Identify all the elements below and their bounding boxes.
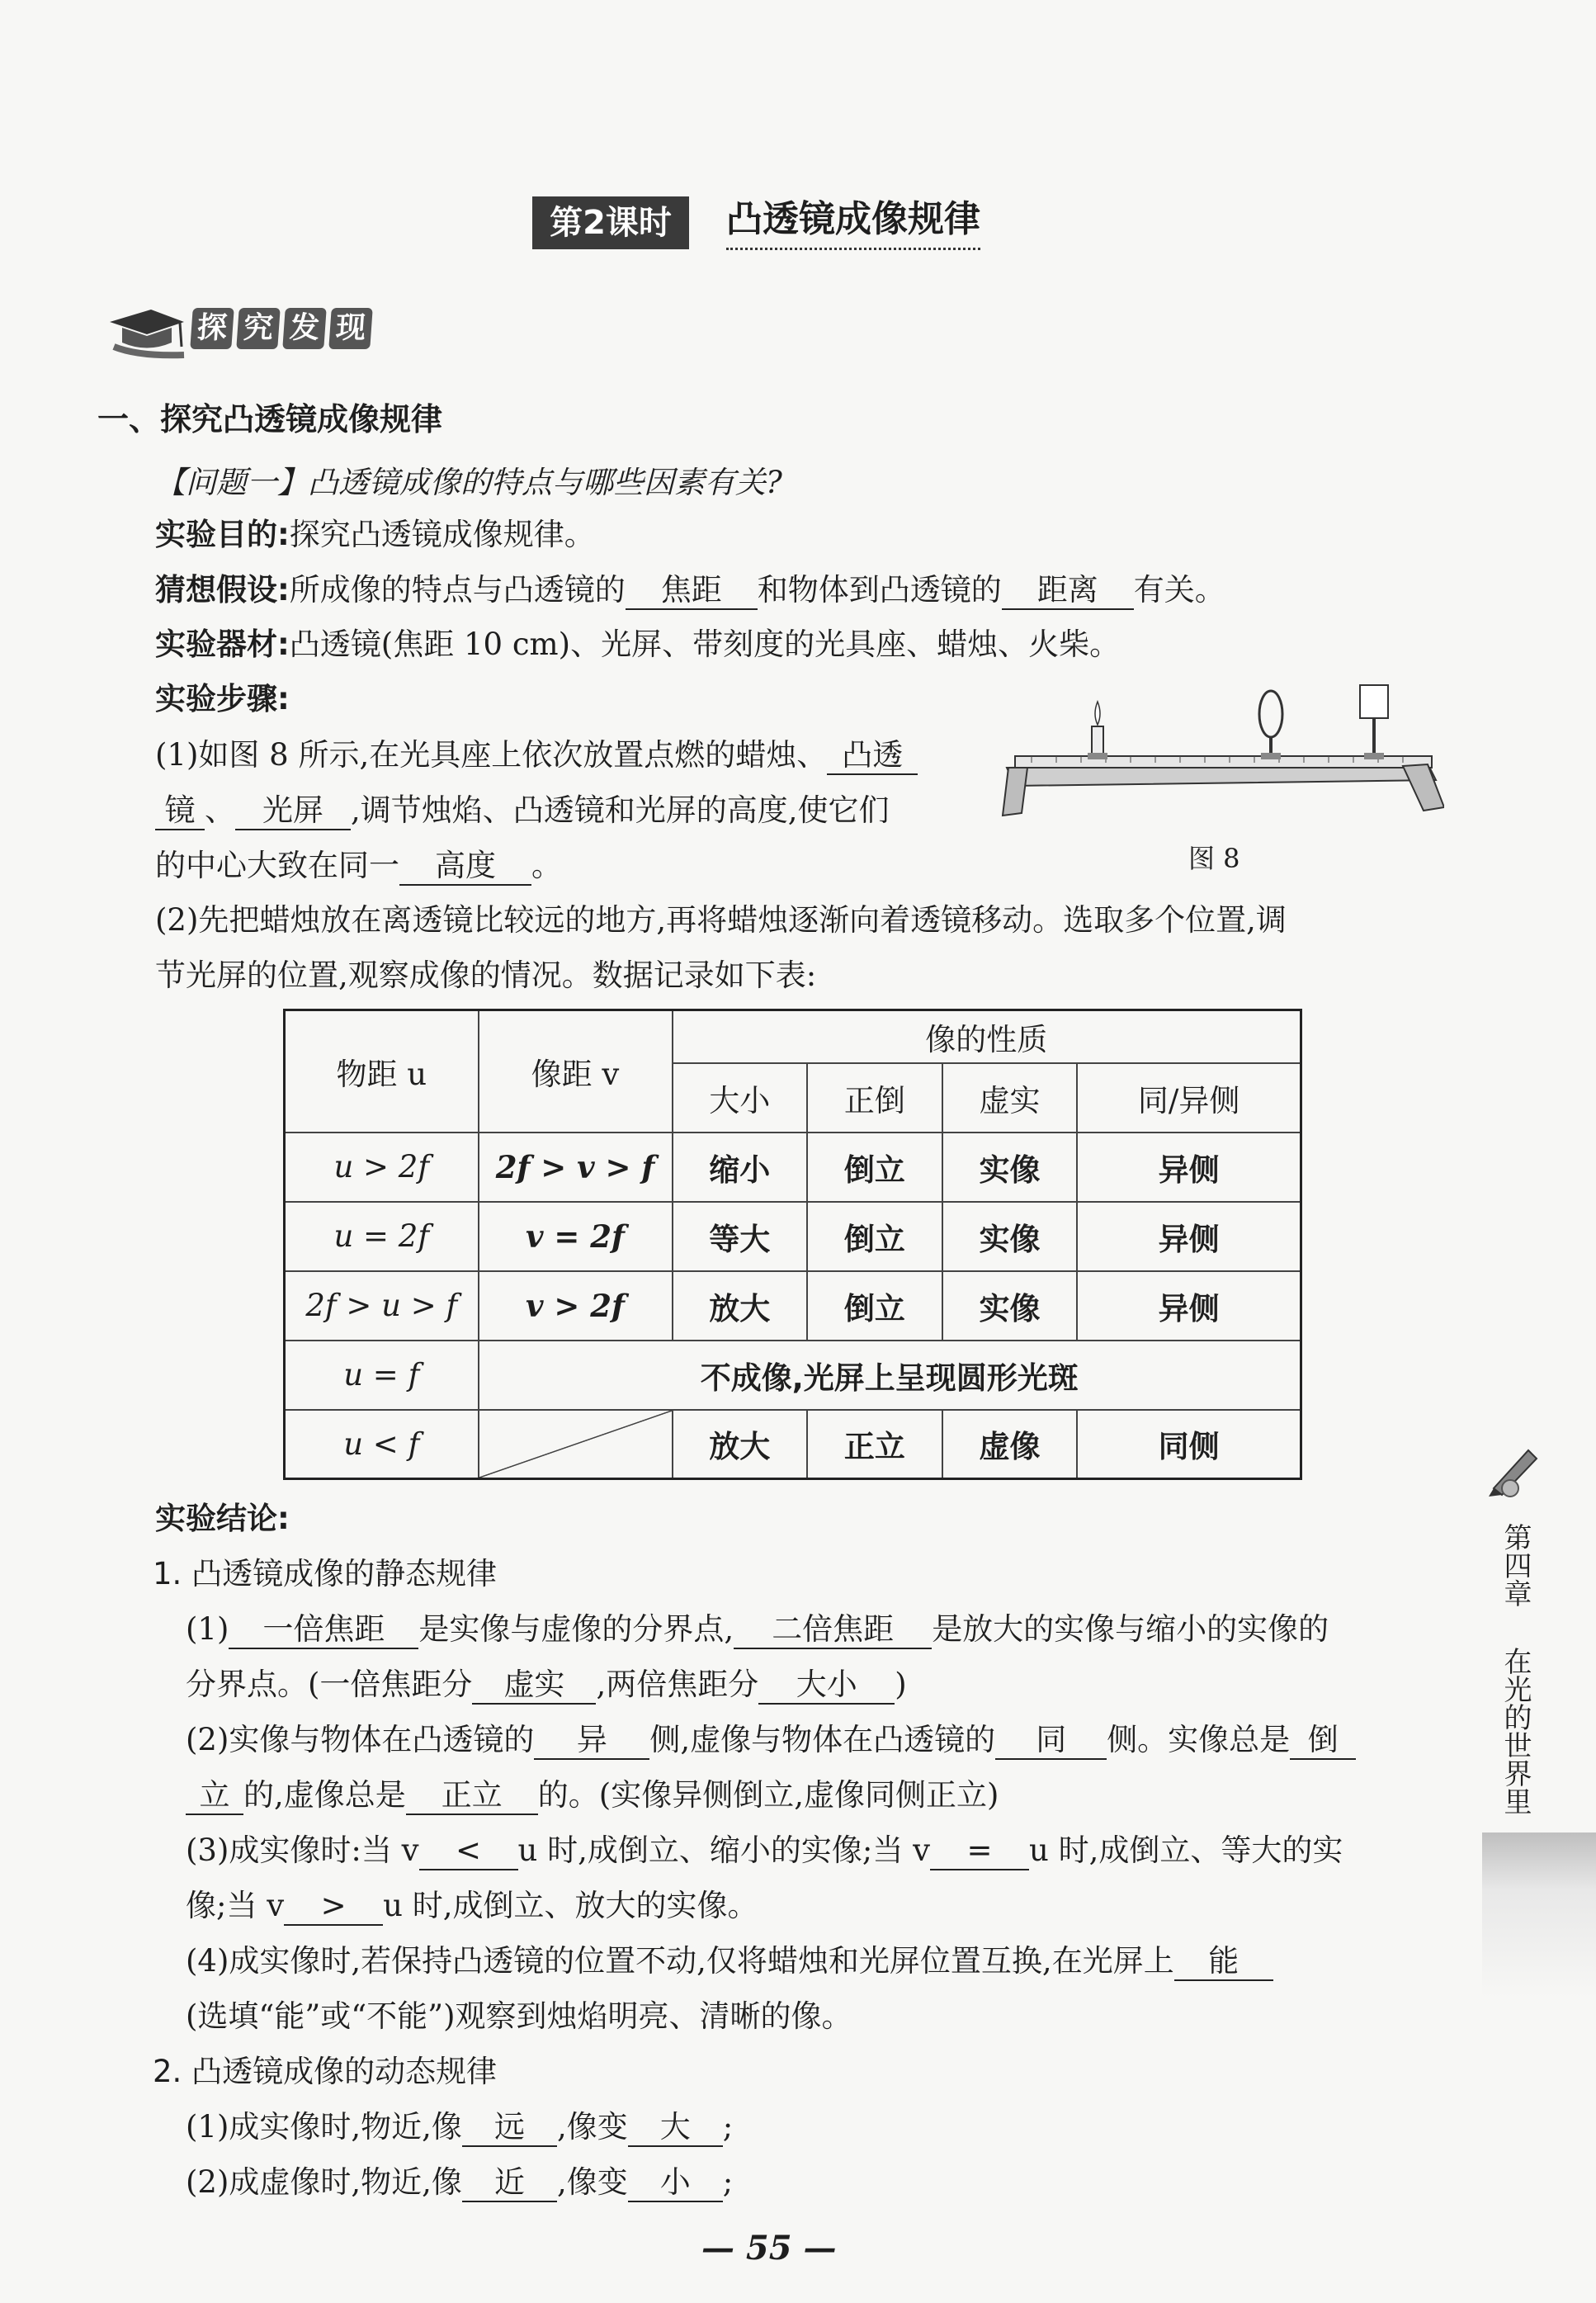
c1-p3b bbox=[186, 1885, 758, 1927]
answer-blank: 倒 bbox=[1290, 1722, 1356, 1760]
text: 侧。实像总是 bbox=[1107, 1722, 1291, 1757]
question-text: 【问题一】凸透镜成像的特点与哪些因素有关? bbox=[155, 465, 782, 500]
text: 是实像与虚像的分界点, bbox=[418, 1611, 734, 1647]
text: 有关。 bbox=[1133, 572, 1225, 608]
badge-char: 现 bbox=[328, 308, 372, 349]
answer-blank: 大 bbox=[628, 2109, 723, 2147]
badge-char: 究 bbox=[236, 308, 280, 349]
badge-char: 探 bbox=[190, 308, 234, 349]
c1-p4 bbox=[186, 1941, 1273, 1982]
purpose-line bbox=[155, 514, 595, 556]
cell: v = 2f bbox=[479, 1202, 673, 1271]
step2-line1: (2)先把蜡烛放在离透镜比较远的地方,再将蜡烛逐渐向着透镜移动。选取多个位置,调 bbox=[155, 902, 1287, 938]
text: 侧,虚像与物体在凸透镜的 bbox=[649, 1722, 996, 1757]
c1-title bbox=[153, 1553, 497, 1595]
c1-p3 bbox=[186, 1830, 1343, 1871]
hypothesis-line bbox=[155, 570, 1225, 611]
lesson-number-box: 第2课时 bbox=[532, 196, 689, 249]
data-table bbox=[283, 1009, 1302, 1480]
text: ; bbox=[722, 2164, 734, 2200]
answer-blank: 光屏 bbox=[235, 792, 351, 830]
answer-blank: = bbox=[930, 1832, 1029, 1870]
section-badge bbox=[191, 308, 376, 366]
step1-line1 bbox=[155, 735, 918, 776]
text: 是放大的实像与缩小的实像的 bbox=[932, 1611, 1329, 1647]
chapter-name: 在光的世界里 bbox=[1499, 1647, 1532, 1815]
c2-title: 2. 凸透镜成像的动态规律 bbox=[153, 2054, 498, 2089]
header-cell: 正倒 bbox=[807, 1063, 942, 1133]
table-row bbox=[285, 1202, 1301, 1271]
cell: v > 2f bbox=[479, 1271, 673, 1341]
cell: 正立 bbox=[807, 1410, 942, 1479]
answer-blank: 正立 bbox=[406, 1777, 538, 1815]
text: (1) bbox=[186, 1611, 229, 1647]
text: (2)成虚像时,物近,像 bbox=[186, 2164, 462, 2200]
cell: 2f > u > f bbox=[285, 1271, 479, 1341]
cell: 不成像,光屏上呈现圆形光斑 bbox=[479, 1341, 1301, 1410]
header-cell: 同/异侧 bbox=[1077, 1063, 1301, 1133]
steps-label: 实验步骤: bbox=[155, 681, 290, 716]
optical-bench-figure bbox=[999, 677, 1444, 825]
text: 的中心大致在同一 bbox=[155, 848, 399, 883]
header-cell: 大小 bbox=[673, 1063, 808, 1133]
c1-p1b bbox=[186, 1664, 907, 1705]
text: (4)成实像时,若保持凸透镜的位置不动,仅将蜡烛和光屏位置互换,在光屏上 bbox=[186, 1943, 1174, 1979]
answer-blank: 大小 bbox=[758, 1667, 895, 1705]
text: (1)如图 8 所示,在光具座上依次放置点燃的蜡烛、 bbox=[155, 737, 828, 773]
graduation-cap-icon bbox=[106, 305, 188, 363]
equipment-line bbox=[155, 624, 1120, 665]
figure-caption: 图 8 bbox=[1188, 843, 1240, 874]
answer-blank: 虚实 bbox=[472, 1667, 596, 1705]
table-row bbox=[285, 1341, 1301, 1410]
text: ,调节烛焰、凸透镜和光屏的高度,使它们 bbox=[351, 792, 890, 828]
text: ,像变 bbox=[556, 2109, 628, 2145]
header-cell: 像的性质 bbox=[673, 1010, 1301, 1063]
cell: u = f bbox=[285, 1341, 479, 1410]
purpose-text: 探究凸透镜成像规律。 bbox=[289, 517, 595, 552]
chapter-label: 第四章 bbox=[1499, 1523, 1532, 1607]
conclusion-label: 实验结论: bbox=[155, 1501, 290, 1536]
answer-blank: 近 bbox=[462, 2164, 557, 2202]
cell: 实像 bbox=[942, 1202, 1078, 1271]
pencil-icon bbox=[1485, 1440, 1543, 1498]
answer-blank: 高度 bbox=[399, 848, 531, 886]
text: u 时,成倒立、放大的实像。 bbox=[383, 1888, 758, 1923]
cell: 异侧 bbox=[1077, 1133, 1301, 1202]
table-row bbox=[285, 1133, 1301, 1202]
text: (3)成实像时:当 v bbox=[186, 1832, 419, 1868]
cell: 实像 bbox=[942, 1133, 1078, 1202]
cell: u > 2f bbox=[285, 1133, 479, 1202]
cell: 虚像 bbox=[942, 1410, 1078, 1479]
answer-blank: 镜 bbox=[155, 792, 205, 830]
text: u 时,成倒立、等大的实 bbox=[1029, 1832, 1343, 1868]
c1-p2 bbox=[186, 1719, 1356, 1761]
answer-blank: 能 bbox=[1174, 1943, 1273, 1981]
cell: 等大 bbox=[673, 1202, 808, 1271]
cell: u < f bbox=[285, 1410, 479, 1479]
answer-blank: 立 bbox=[186, 1777, 243, 1815]
diagonal-cell bbox=[479, 1410, 673, 1479]
text: 的。(实像异侧倒立,虚像同侧正立) bbox=[537, 1777, 999, 1813]
answer-blank: 距离 bbox=[1002, 572, 1134, 610]
text: 、 bbox=[205, 792, 235, 828]
text: ) bbox=[895, 1667, 907, 1702]
cell: 倒立 bbox=[807, 1202, 942, 1271]
answer-blank: 焦距 bbox=[626, 572, 758, 610]
equipment-text: 凸透镜(焦距 10 cm)、光屏、带刻度的光具座、蜡烛、火柴。 bbox=[289, 627, 1121, 662]
text: 分界点。(一倍焦距分 bbox=[186, 1667, 473, 1702]
answer-blank: 凸透 bbox=[827, 737, 918, 775]
text: (1)成实像时,物近,像 bbox=[186, 2109, 462, 2145]
answer-blank: 异 bbox=[534, 1722, 649, 1760]
cell: 实像 bbox=[942, 1271, 1078, 1341]
answer-blank: 同 bbox=[995, 1722, 1107, 1760]
table-row bbox=[285, 1271, 1301, 1341]
text: 像;当 v bbox=[186, 1888, 285, 1923]
table-header-row bbox=[285, 1010, 1301, 1063]
answer-blank: 二倍焦距 bbox=[734, 1611, 932, 1649]
answer-blank: > bbox=[284, 1888, 383, 1926]
header-cell: 物距 u bbox=[285, 1010, 479, 1133]
c1-p1 bbox=[186, 1609, 1329, 1650]
cell: u = 2f bbox=[285, 1202, 479, 1271]
purpose-label: 实验目的: bbox=[155, 517, 290, 552]
step1-line3 bbox=[155, 845, 562, 887]
c2-p1 bbox=[186, 2107, 733, 2148]
cell: 异侧 bbox=[1077, 1271, 1301, 1341]
cell: 异侧 bbox=[1077, 1202, 1301, 1271]
step2-line2: 节光屏的位置,观察成像的情况。数据记录如下表: bbox=[155, 958, 817, 993]
cell: 放大 bbox=[673, 1410, 808, 1479]
page-title: 凸透镜成像规律 bbox=[726, 195, 980, 250]
cell: 倒立 bbox=[807, 1271, 942, 1341]
answer-blank: 小 bbox=[628, 2164, 723, 2202]
answer-blank: 一倍焦距 bbox=[229, 1611, 418, 1649]
cell: 放大 bbox=[673, 1271, 808, 1341]
text: ,像变 bbox=[556, 2164, 628, 2200]
side-tab-bar bbox=[1482, 1832, 1596, 1998]
cell: 倒立 bbox=[807, 1133, 942, 1202]
text: 。 bbox=[531, 848, 562, 883]
table-row bbox=[285, 1410, 1301, 1479]
text: ,两倍焦距分 bbox=[596, 1667, 759, 1702]
text: 和物体到凸透镜的 bbox=[757, 572, 1002, 608]
equipment-label: 实验器材: bbox=[155, 627, 290, 662]
header-cell: 像距 v bbox=[479, 1010, 673, 1133]
hypothesis-label: 猜想假设: bbox=[155, 572, 290, 608]
cell: 缩小 bbox=[673, 1133, 808, 1202]
text: (2)实像与物体在凸透镜的 bbox=[186, 1722, 535, 1757]
answer-blank: < bbox=[419, 1832, 518, 1870]
cell: 同侧 bbox=[1077, 1410, 1301, 1479]
c1-p2b bbox=[186, 1775, 999, 1816]
text: 1. 凸透镜成像的静态规律 bbox=[153, 1556, 498, 1591]
c1-p4b: (选填“能”或“不能”)观察到烛焰明亮、清晰的像。 bbox=[186, 1998, 852, 2034]
heading-1: 一、探究凸透镜成像规律 bbox=[97, 401, 443, 437]
step1-line2 bbox=[155, 790, 890, 831]
badge-char: 发 bbox=[282, 308, 326, 349]
c2-p2 bbox=[186, 2162, 733, 2203]
text: 所成像的特点与凸透镜的 bbox=[289, 572, 626, 608]
text: u 时,成倒立、缩小的实像;当 v bbox=[517, 1832, 931, 1868]
text: 的,虚像总是 bbox=[243, 1777, 406, 1813]
header-cell: 虚实 bbox=[942, 1063, 1078, 1133]
answer-blank: 远 bbox=[462, 2109, 557, 2147]
cell: 2f > v > f bbox=[479, 1133, 673, 1202]
text: ; bbox=[722, 2109, 734, 2145]
page-number: — 55 — bbox=[701, 2229, 837, 2268]
